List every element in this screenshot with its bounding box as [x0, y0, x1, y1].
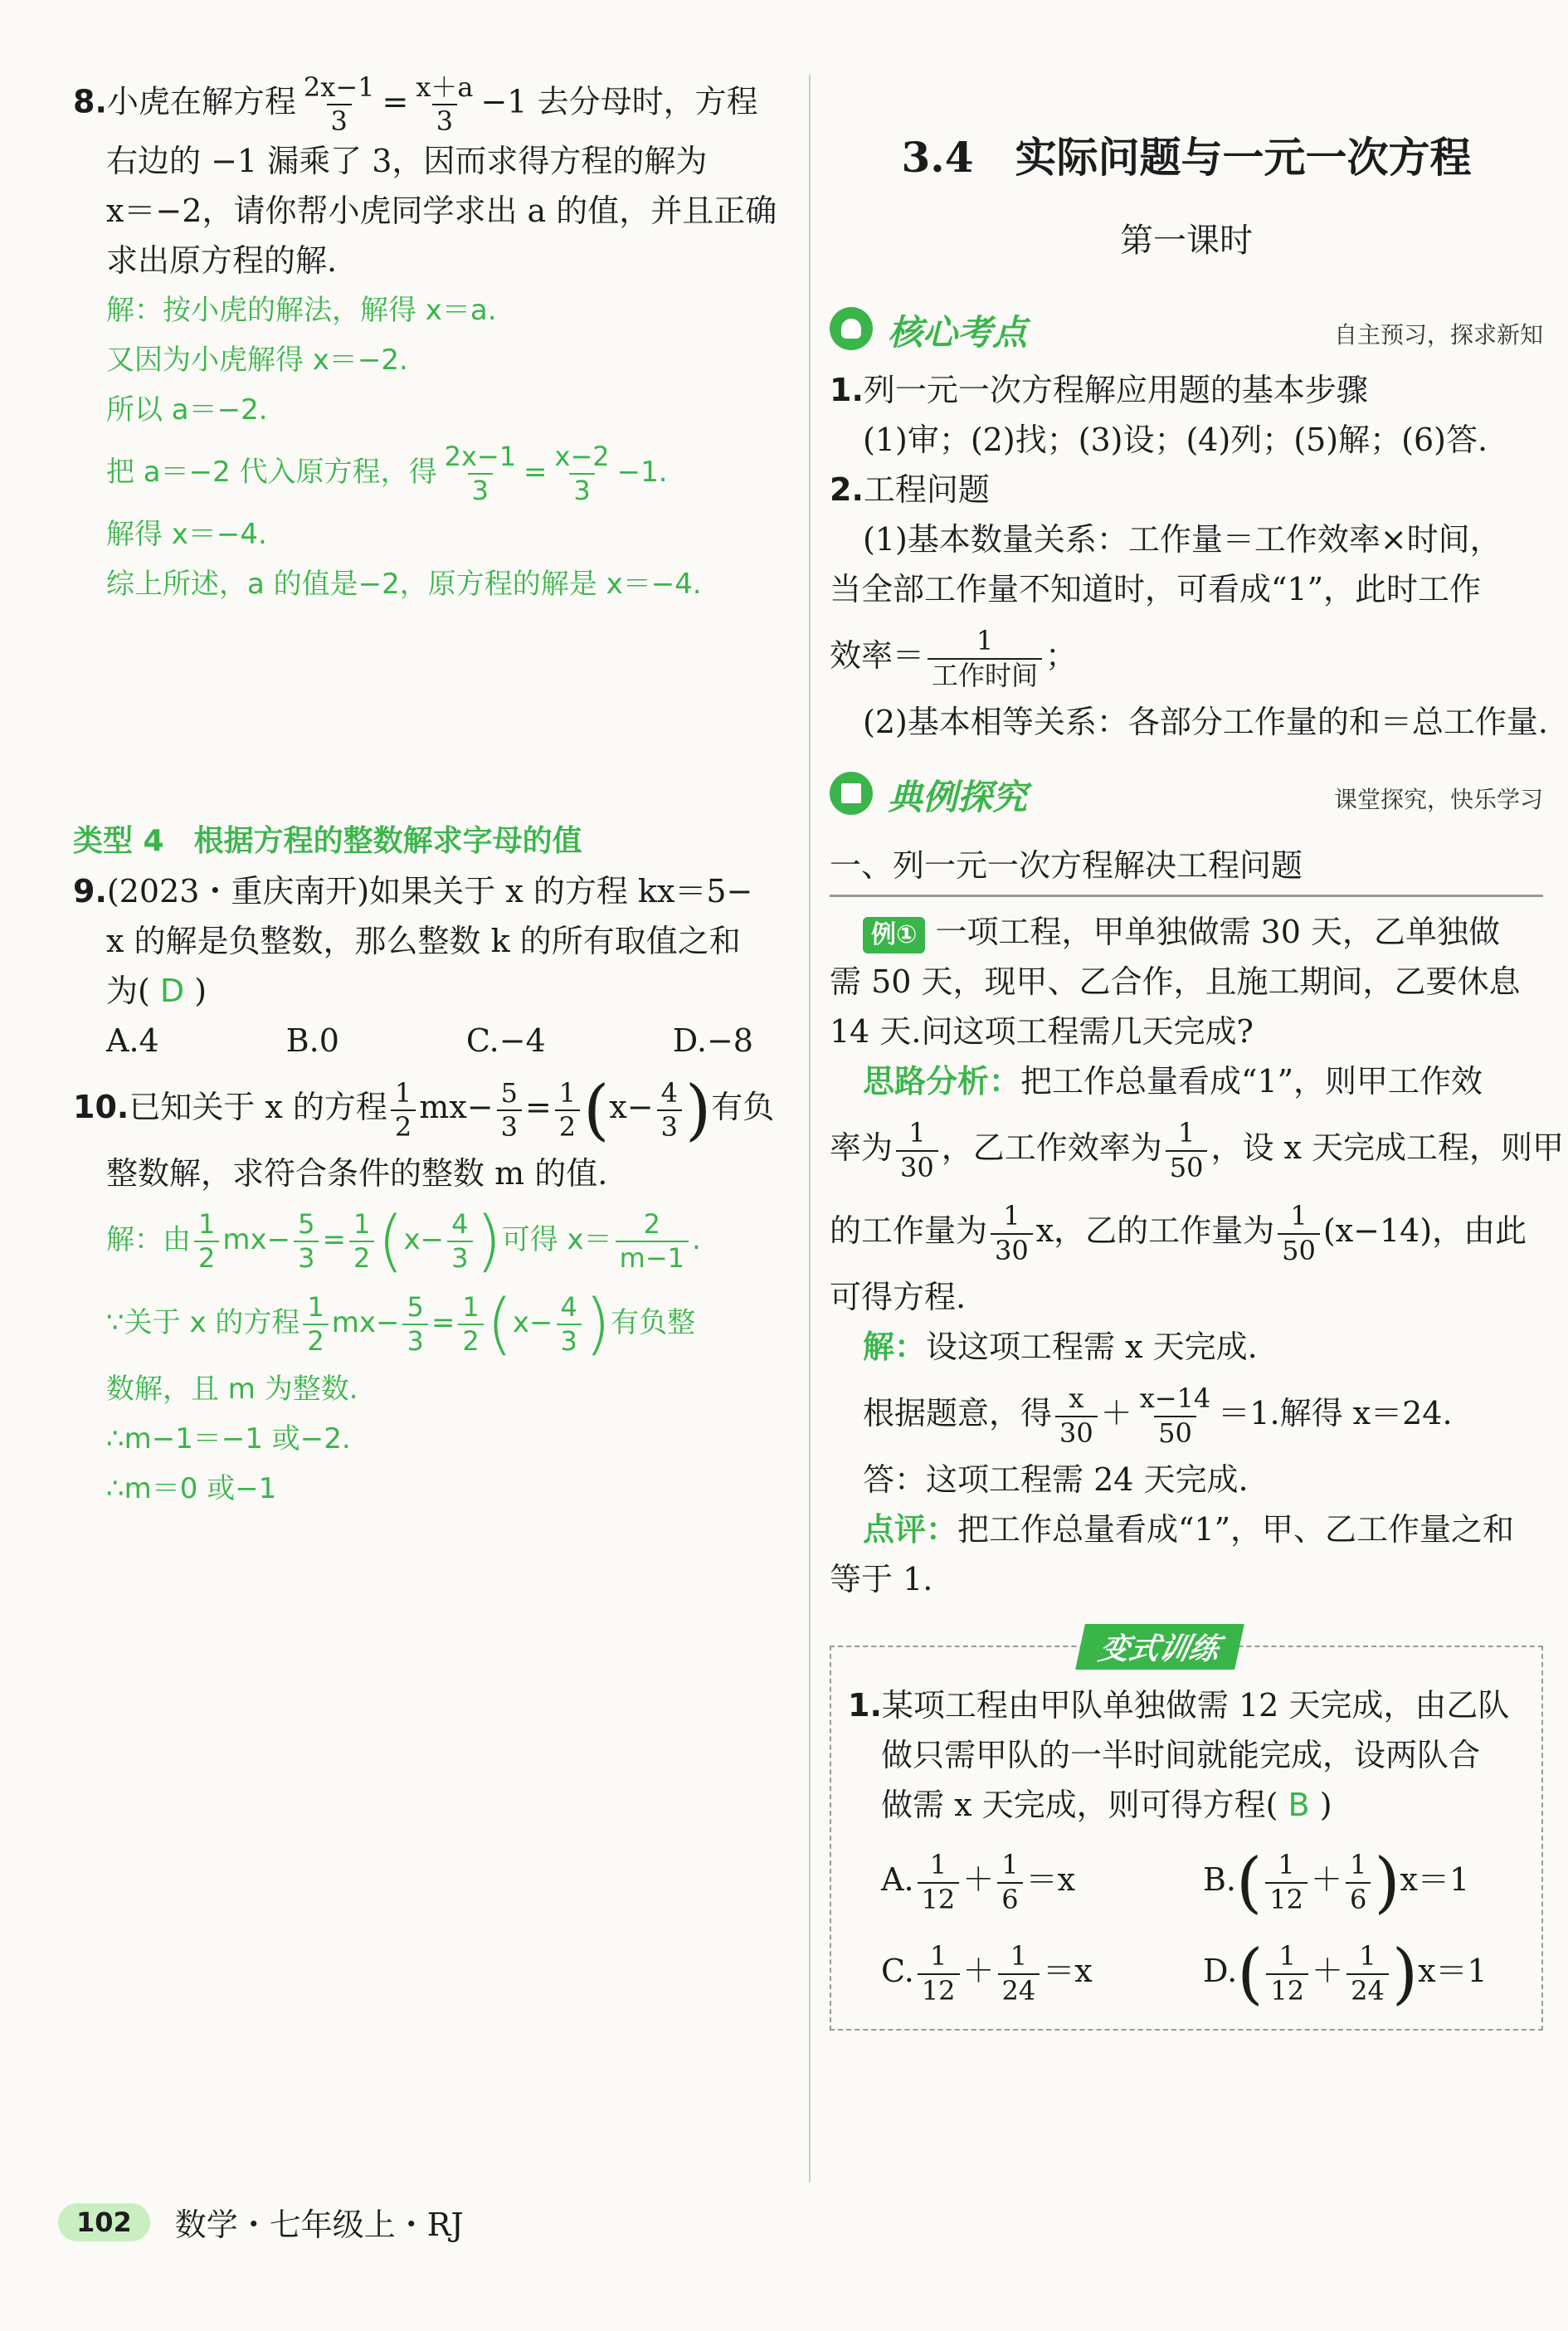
solution-line: 又因为小虎解得 x＝−2. — [106, 344, 408, 378]
fraction: $\frac{2x-1}{3}$ — [303, 71, 375, 138]
question-10: 10.已知关于 x 的方程 $\frac{1}{2}$ mx− $\frac{5}{3}$ = $\frac{1}{2}$ (x− $\frac{4}{3}$ )有负 整数解，求符合条件的整数 m 的值. 解：由 $\frac{1}{2}$ mx− $\frac{5}{3}$ = $\frac{1}{2}$ (x− $\frac{4}{3}$ )可得 x＝ $\frac{2}{m-1}$ . ∵关于 x 的方程 $\frac{1}{2}$ mx− $\frac{5}{3}$ = $\frac{1}{2}$ (x− $\frac{4}{3}$ )有负整 数解，且 m 为整数. ∴m−1＝−1 或−2. ∴m＝0 或−1 — [73, 1066, 795, 1514]
q8-line: x＝−2，请你帮小虎同学求出 a 的值，并且正确 — [106, 193, 777, 230]
left-column — [73, 73, 795, 1514]
practice-line: 做需 x 天完成，则可得方程( B ) — [881, 1787, 1332, 1823]
point-number: 2. — [830, 471, 864, 508]
analysis-label: 思路分析： — [863, 1063, 1021, 1100]
banner-hint: 自主预习，探求新知 — [1333, 321, 1543, 349]
core-points-banner — [830, 299, 1543, 357]
answer-choice: B — [1288, 1787, 1310, 1823]
q8-solution — [73, 285, 795, 609]
q9-options — [73, 1016, 753, 1066]
option-c: C.−4 — [465, 1022, 546, 1060]
analysis-line: 率为 $\frac{1}{30}$ ，乙工作效率为 $\frac{1}{50}$ ，设 x 天完成工程，则甲 — [830, 1117, 1565, 1183]
lesson-subtitle: 第一课时 — [1120, 222, 1253, 260]
solution-line: ∴m−1＝−1 或−2. — [106, 1422, 351, 1456]
solution-line: 所以 a＝−2. — [106, 393, 268, 427]
heart-icon — [830, 307, 873, 350]
practice-options — [848, 1838, 1525, 2012]
example-1: 例① 一项工程，甲单独做需 30 天，乙单独做 需 50 天，现甲、乙合作，且施工期间，乙要休息 14 天.问这项工程需几天完成? 思路分析：把工作总量看成“1”，则甲工作效 率为 $\frac{1}{30}$ ，乙工作效率为 $\frac{1}{50}$ ，设 x 天完成工程，则甲 的工作量为 $\frac{1}{30}$ x，乙的工作量为 $\frac{1}{50}$ (x−14)，由此 可得方程. 解：设这项工程需 x 天完成. 根据题意，得 $\frac{x}{30}$ ＋ $\frac{x-14}{50}$ ＝1.解得 x＝24. 答：这项工程需 24 天完成. 点评：把工作总量看成“1”，甲、乙工作量之和 等于 1. — [830, 907, 1543, 1604]
comment-line: 等于 1. — [830, 1561, 933, 1597]
q8-text: 小虎在解方程 — [106, 83, 296, 120]
section-title: 3.4 实际问题与一元一次方程 — [901, 133, 1472, 182]
question-number: 9. — [73, 873, 107, 910]
question-9: 9.(2023・重庆南开)如果关于 x 的方程 kx＝5− x 的解是负整数，那么整数 k 的所有取值之和 为( D ) A.4 B.0 C.−4 D.−8 — [73, 866, 795, 1066]
q9-line: 为( D ) — [106, 973, 207, 1010]
question-8: 8.小虎在解方程 $\frac{2x-1}{3}$ = $\frac{x+a}{3}$ −1 去分母时，方程 右边的 −1 漏乘了 3，因而求得方程的解为 x＝−2，请你帮小虎同学求出 a 的值，并且正确 求出原方程的解. 解：按小虎的解法，解得 x＝a. 又因为小虎解得 x＝−2. 所以 a＝−2. 把 a＝−2 代入原方程，得 $\frac{2x-1}{3}$ = $\frac{x-2}{3}$ −1. 解得 x＝−4. 综上所述，a 的值是−2，原方程的解是 x＝−4. — [73, 73, 795, 609]
right-column — [830, 124, 1565, 2031]
column-divider — [809, 75, 811, 2182]
q10-solution — [73, 1198, 795, 1514]
page-number: 102 — [58, 2203, 150, 2241]
option-a: A. $\frac{1}{12}$ ＋ $\frac{1}{6}$ ＝x — [881, 1849, 1076, 1915]
solution-label: 解： — [863, 1329, 927, 1365]
page-footer — [58, 2199, 464, 2245]
question-number: 8. — [73, 83, 107, 120]
banner-label: 典例探究 — [888, 777, 1028, 817]
practice-tag: 变式训练 — [1075, 1624, 1244, 1670]
option-a: A.4 — [106, 1022, 159, 1060]
analysis-line: 的工作量为 $\frac{1}{30}$ x，乙的工作量为 $\frac{1}{50}$ (x−14)，由此 — [830, 1200, 1527, 1266]
option-d: D.−8 — [672, 1022, 753, 1060]
question-number: 10. — [73, 1089, 129, 1126]
banner-label: 核心考点 — [888, 312, 1028, 353]
point-text: (2)基本相等关系：各部分工作量的和＝总工作量. — [863, 704, 1548, 740]
banner-hint: 课堂探究，快乐学习 — [1333, 786, 1543, 813]
book-info: 数学・七年级上・RJ — [174, 2207, 464, 2243]
option-b: B.0 — [285, 1022, 339, 1060]
q9-line: x 的解是负整数，那么整数 k 的所有取值之和 — [106, 923, 741, 960]
option-b: B.( $\frac{1}{12}$ ＋ $\frac{1}{6}$ )x＝1 — [1203, 1843, 1470, 1921]
point-text: 当全部工作量不知道时，可看成“1”，此时工作 — [830, 571, 1482, 607]
chart-icon — [830, 772, 873, 815]
solution-line: 根据题意，得 $\frac{x}{30}$ ＋ $\frac{x-14}{50}$ ＝1.解得 x＝24. — [863, 1383, 1453, 1449]
option-d: D.( $\frac{1}{12}$ ＋ $\frac{1}{24}$ )x＝1 — [1203, 1934, 1488, 2012]
subsection-heading: 一、列一元一次方程解决工程问题 — [830, 836, 1543, 897]
question-number: 1. — [848, 1687, 882, 1724]
point-text: (1)审；(2)找；(3)设；(4)列；(5)解；(6)答. — [863, 422, 1488, 458]
point-number: 1. — [830, 372, 864, 408]
answer-choice: D — [159, 973, 185, 1010]
point-title: 列一元一次方程解应用题的基本步骤 — [863, 372, 1368, 408]
fraction: $\frac{x+a}{3}$ — [416, 71, 474, 138]
example-line: 需 50 天，现甲、乙合作，且施工期间，乙要休息 — [830, 963, 1521, 1000]
option-c: C. $\frac{1}{12}$ ＋ $\frac{1}{24}$ ＝x — [881, 1940, 1093, 2007]
example-badge: 例① — [863, 917, 925, 953]
solution-line: 解：由 $\frac{1}{2}$ mx− $\frac{5}{3}$ = $\frac{1}{2}$ (x− $\frac{4}{3}$ )可得 x＝ $\frac{2}{m-1}$ . — [106, 1202, 701, 1280]
q10-line: 整数解，求符合条件的整数 m 的值. — [106, 1155, 608, 1192]
practice-line: 做只需甲队的一半时间就能完成，设两队合 — [881, 1737, 1481, 1773]
solution-line: ∴m＝0 或−1 — [106, 1472, 277, 1506]
solution-line: ∵关于 x 的方程 $\frac{1}{2}$ mx− $\frac{5}{3}$ = $\frac{1}{2}$ (x− $\frac{4}{3}$ )有负整 — [106, 1285, 696, 1363]
solution-line: 答：这项工程需 24 天完成. — [863, 1461, 1249, 1498]
point-title: 工程问题 — [863, 471, 990, 508]
q8-line: 右边的 −1 漏乘了 3，因而求得方程的解为 — [106, 143, 708, 180]
q8-line: 求出原方程的解. — [106, 242, 338, 280]
solution-line: 解：按小虎的解法，解得 x＝a. — [106, 294, 497, 328]
comment-label: 点评： — [863, 1511, 958, 1548]
solution-line: 综上所述，a 的值是−2，原方程的解是 x＝−4. — [106, 568, 702, 602]
example-line: 14 天.问这项工程需几天完成? — [830, 1013, 1254, 1050]
solution-line: 数解，且 m 为整数. — [106, 1373, 358, 1407]
point-text: 效率＝ $\frac{1}{\text{工作时间}}$ ； — [830, 625, 1078, 691]
examples-banner — [830, 763, 1543, 822]
point-text: (1)基本数量关系：工作量＝工作效率×时间， — [863, 521, 1502, 558]
solution-line: 把 a＝−2 代入原方程，得 $\frac{2x-1}{3}$ = $\frac{x-2}{3}$ −1. — [106, 440, 668, 506]
solution-line: 解得 x＝−4. — [106, 518, 267, 552]
practice-box: 变式训练 1.某项工程由甲队单独做需 12 天完成，由乙队 做只需甲队的一半时间就能完成，设两队合 做需 x 天完成，则可得方程( B ) A. $\frac{1}{12}$ ＋ $\frac{1}{6}$ ＝x B.( $\frac{1}{12}$ ＋ $\frac{1}{6}$ )x＝1 C. $\frac{1}{12}$ ＋ $\frac{1}{24}$ ＝x D.( $\frac{1}{12}$ ＋ $\frac{1}{24}$ )x＝1 — [830, 1646, 1543, 2031]
analysis-line: 可得方程. — [830, 1279, 967, 1315]
type-heading: 类型 4 根据方程的整数解求字母的值 — [73, 824, 582, 859]
